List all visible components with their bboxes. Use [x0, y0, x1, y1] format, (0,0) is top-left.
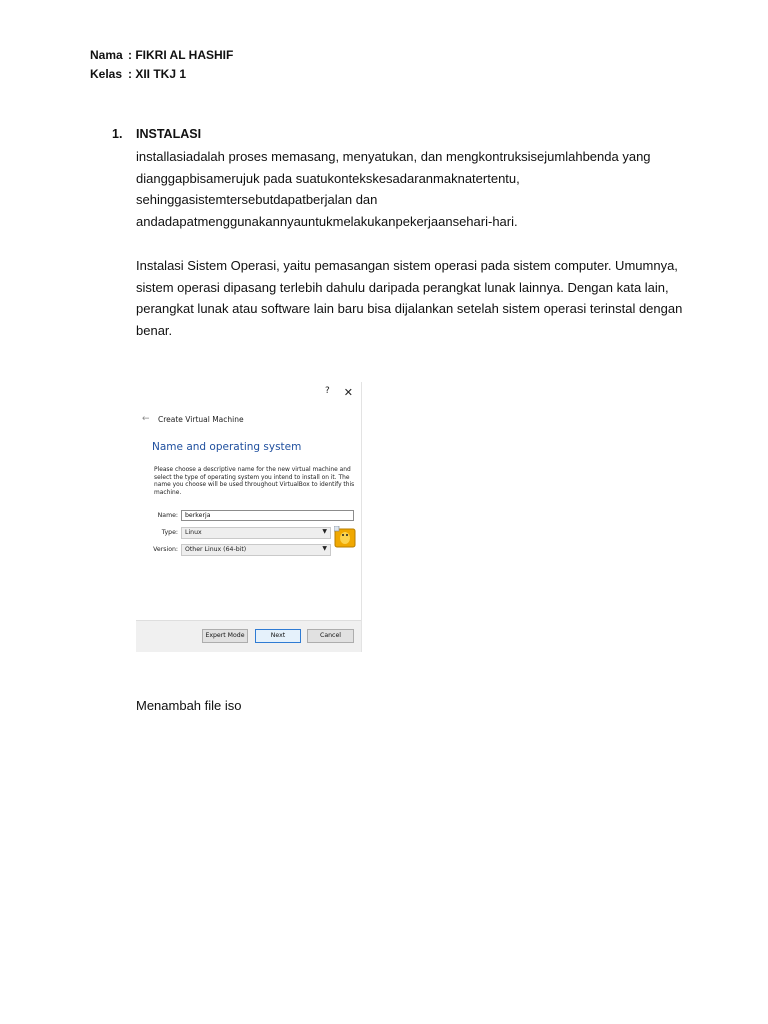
class-value: : XII TKJ 1: [128, 67, 187, 81]
dialog-description: Please choose a descriptive name for the new virtual machine and select the type of operating system you intend to install on it. The name you choose will be used throughout VirtualBox to identify this machine.: [154, 467, 355, 496]
paragraph-os-installation: Instalasi Sistem Operasi, yaitu pemasangan sistem operasi pada sistem computer. Umumnya, sistem operasi dipasang terlebih dahulu daripada perangkat lunak lainnya. Dengan kata lain, perangkat lunak atau software lain baru bisa dijalankan setelah sistem operasi terinstal dengan benar.: [136, 258, 683, 339]
version-field-label: Version:: [153, 546, 178, 553]
help-icon[interactable]: ?: [325, 386, 330, 396]
version-select-value: Other Linux (64-bit): [185, 546, 247, 553]
student-header: [90, 46, 233, 84]
expert-mode-button[interactable]: Expert Mode: [202, 629, 248, 643]
close-icon[interactable]: ✕: [343, 386, 353, 399]
type-select[interactable]: [181, 527, 331, 539]
chevron-down-icon: ▼: [322, 528, 327, 535]
linux-penguin-icon: [334, 526, 356, 548]
dialog-title: Create Virtual Machine: [158, 415, 244, 424]
name-label: Nama: [90, 48, 123, 62]
back-arrow-icon[interactable]: ←: [142, 414, 150, 424]
name-value: : FIKRI AL HASHIF: [128, 48, 234, 62]
dialog-section-heading: Name and operating system: [152, 441, 302, 453]
name-field-label: Name:: [157, 512, 178, 519]
caption-add-iso: Menambah file iso: [136, 698, 242, 713]
paragraph-installation-definition: installasiadalah proses memasang, menyatukan, dan mengkontruksisejumlahbenda yang dianggapbisamerujuk pada suatukontekskesadaranmaknatertentu, sehinggasistemtersebutdapatberjalan dan andadapatmenggunakannyauntukmelakukanpekerjaansehari-hari.: [136, 149, 651, 230]
name-row: [90, 46, 233, 65]
version-select[interactable]: [181, 544, 331, 556]
section-number: 1.: [112, 127, 123, 141]
section-title: INSTALASI: [136, 127, 202, 141]
type-select-value: Linux: [185, 529, 202, 536]
class-label: Kelas: [90, 67, 123, 81]
dialog-button-bar: [136, 620, 361, 652]
type-field-label: Type:: [161, 529, 178, 536]
vm-name-input[interactable]: berkerja: [181, 510, 354, 521]
virtualbox-dialog-screenshot: [136, 382, 362, 652]
chevron-down-icon: ▼: [322, 545, 327, 552]
cancel-button[interactable]: Cancel: [307, 629, 354, 643]
next-button[interactable]: Next: [255, 629, 301, 643]
class-row: [90, 65, 233, 84]
dialog-titlebar: [325, 386, 353, 399]
